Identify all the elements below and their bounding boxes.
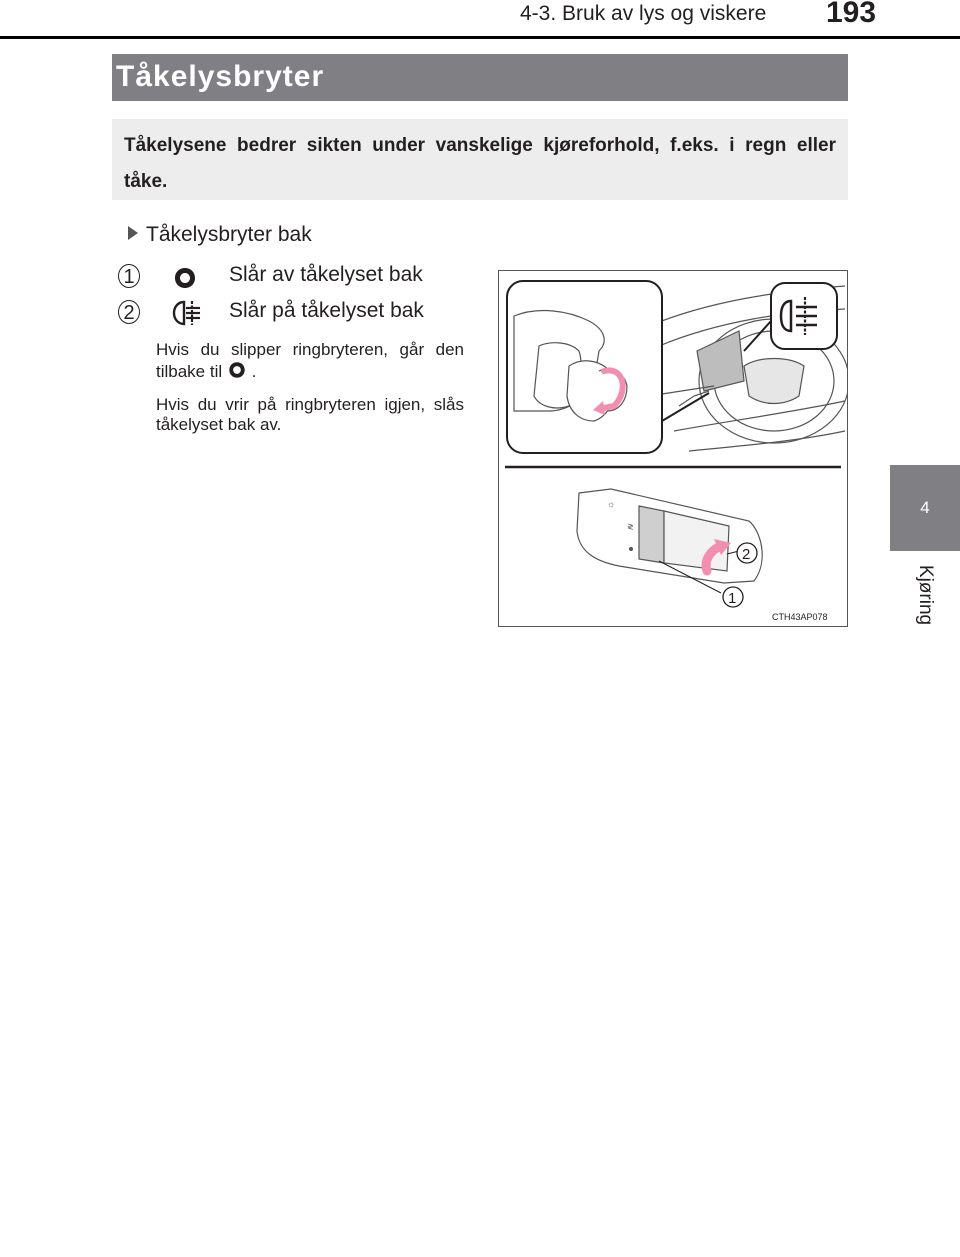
note-paragraph bbox=[156, 340, 464, 382]
triangle-bullet-icon bbox=[128, 226, 138, 240]
header-divider bbox=[0, 36, 960, 39]
fog-light-off-icon bbox=[172, 265, 198, 291]
fog-switch-illustration bbox=[499, 271, 847, 626]
item-number-badge: 1 bbox=[118, 264, 140, 288]
fog-light-off-icon bbox=[227, 360, 247, 380]
illustration-frame bbox=[498, 270, 848, 627]
intro-text: Tåkelysene bedrer sikten under vanskelige kjøreforhold, f.eks. i regn eller tåke. bbox=[124, 135, 836, 192]
item-text: Slår på tåkelyset bak bbox=[229, 299, 424, 322]
chapter-tab bbox=[890, 465, 960, 551]
note-text-end: . bbox=[251, 362, 257, 381]
note-text: Hvis du slipper ringbryteren, går den tilbake til bbox=[156, 340, 464, 381]
item-text: Slår av tåkelyset bak bbox=[229, 263, 423, 286]
svg-text:≷: ≷ bbox=[627, 522, 634, 531]
chapter-label-box bbox=[890, 555, 960, 635]
item-number-badge: 2 bbox=[118, 300, 140, 324]
svg-text:☼: ☼ bbox=[607, 499, 616, 509]
header-section-title: 4-3. Bruk av lys og viskere bbox=[520, 2, 767, 25]
figure-code: CTH43AP078 bbox=[772, 612, 828, 622]
page-number: 193 bbox=[826, 0, 877, 29]
figure-callout: 1 bbox=[728, 590, 737, 607]
rear-fog-light-icon bbox=[170, 298, 204, 328]
chapter-number: 4 bbox=[920, 498, 930, 517]
section-heading bbox=[128, 223, 312, 247]
section-heading-text: Tåkelysbryter bak bbox=[146, 223, 312, 246]
chapter-label: Kjøring bbox=[915, 564, 936, 626]
note-paragraph: Hvis du vrir på ringbryteren igjen, slås tåkelyset bak av. bbox=[156, 395, 464, 434]
page-title: Tåkelysbryter bbox=[116, 60, 325, 93]
figure-callout: 2 bbox=[742, 546, 751, 563]
